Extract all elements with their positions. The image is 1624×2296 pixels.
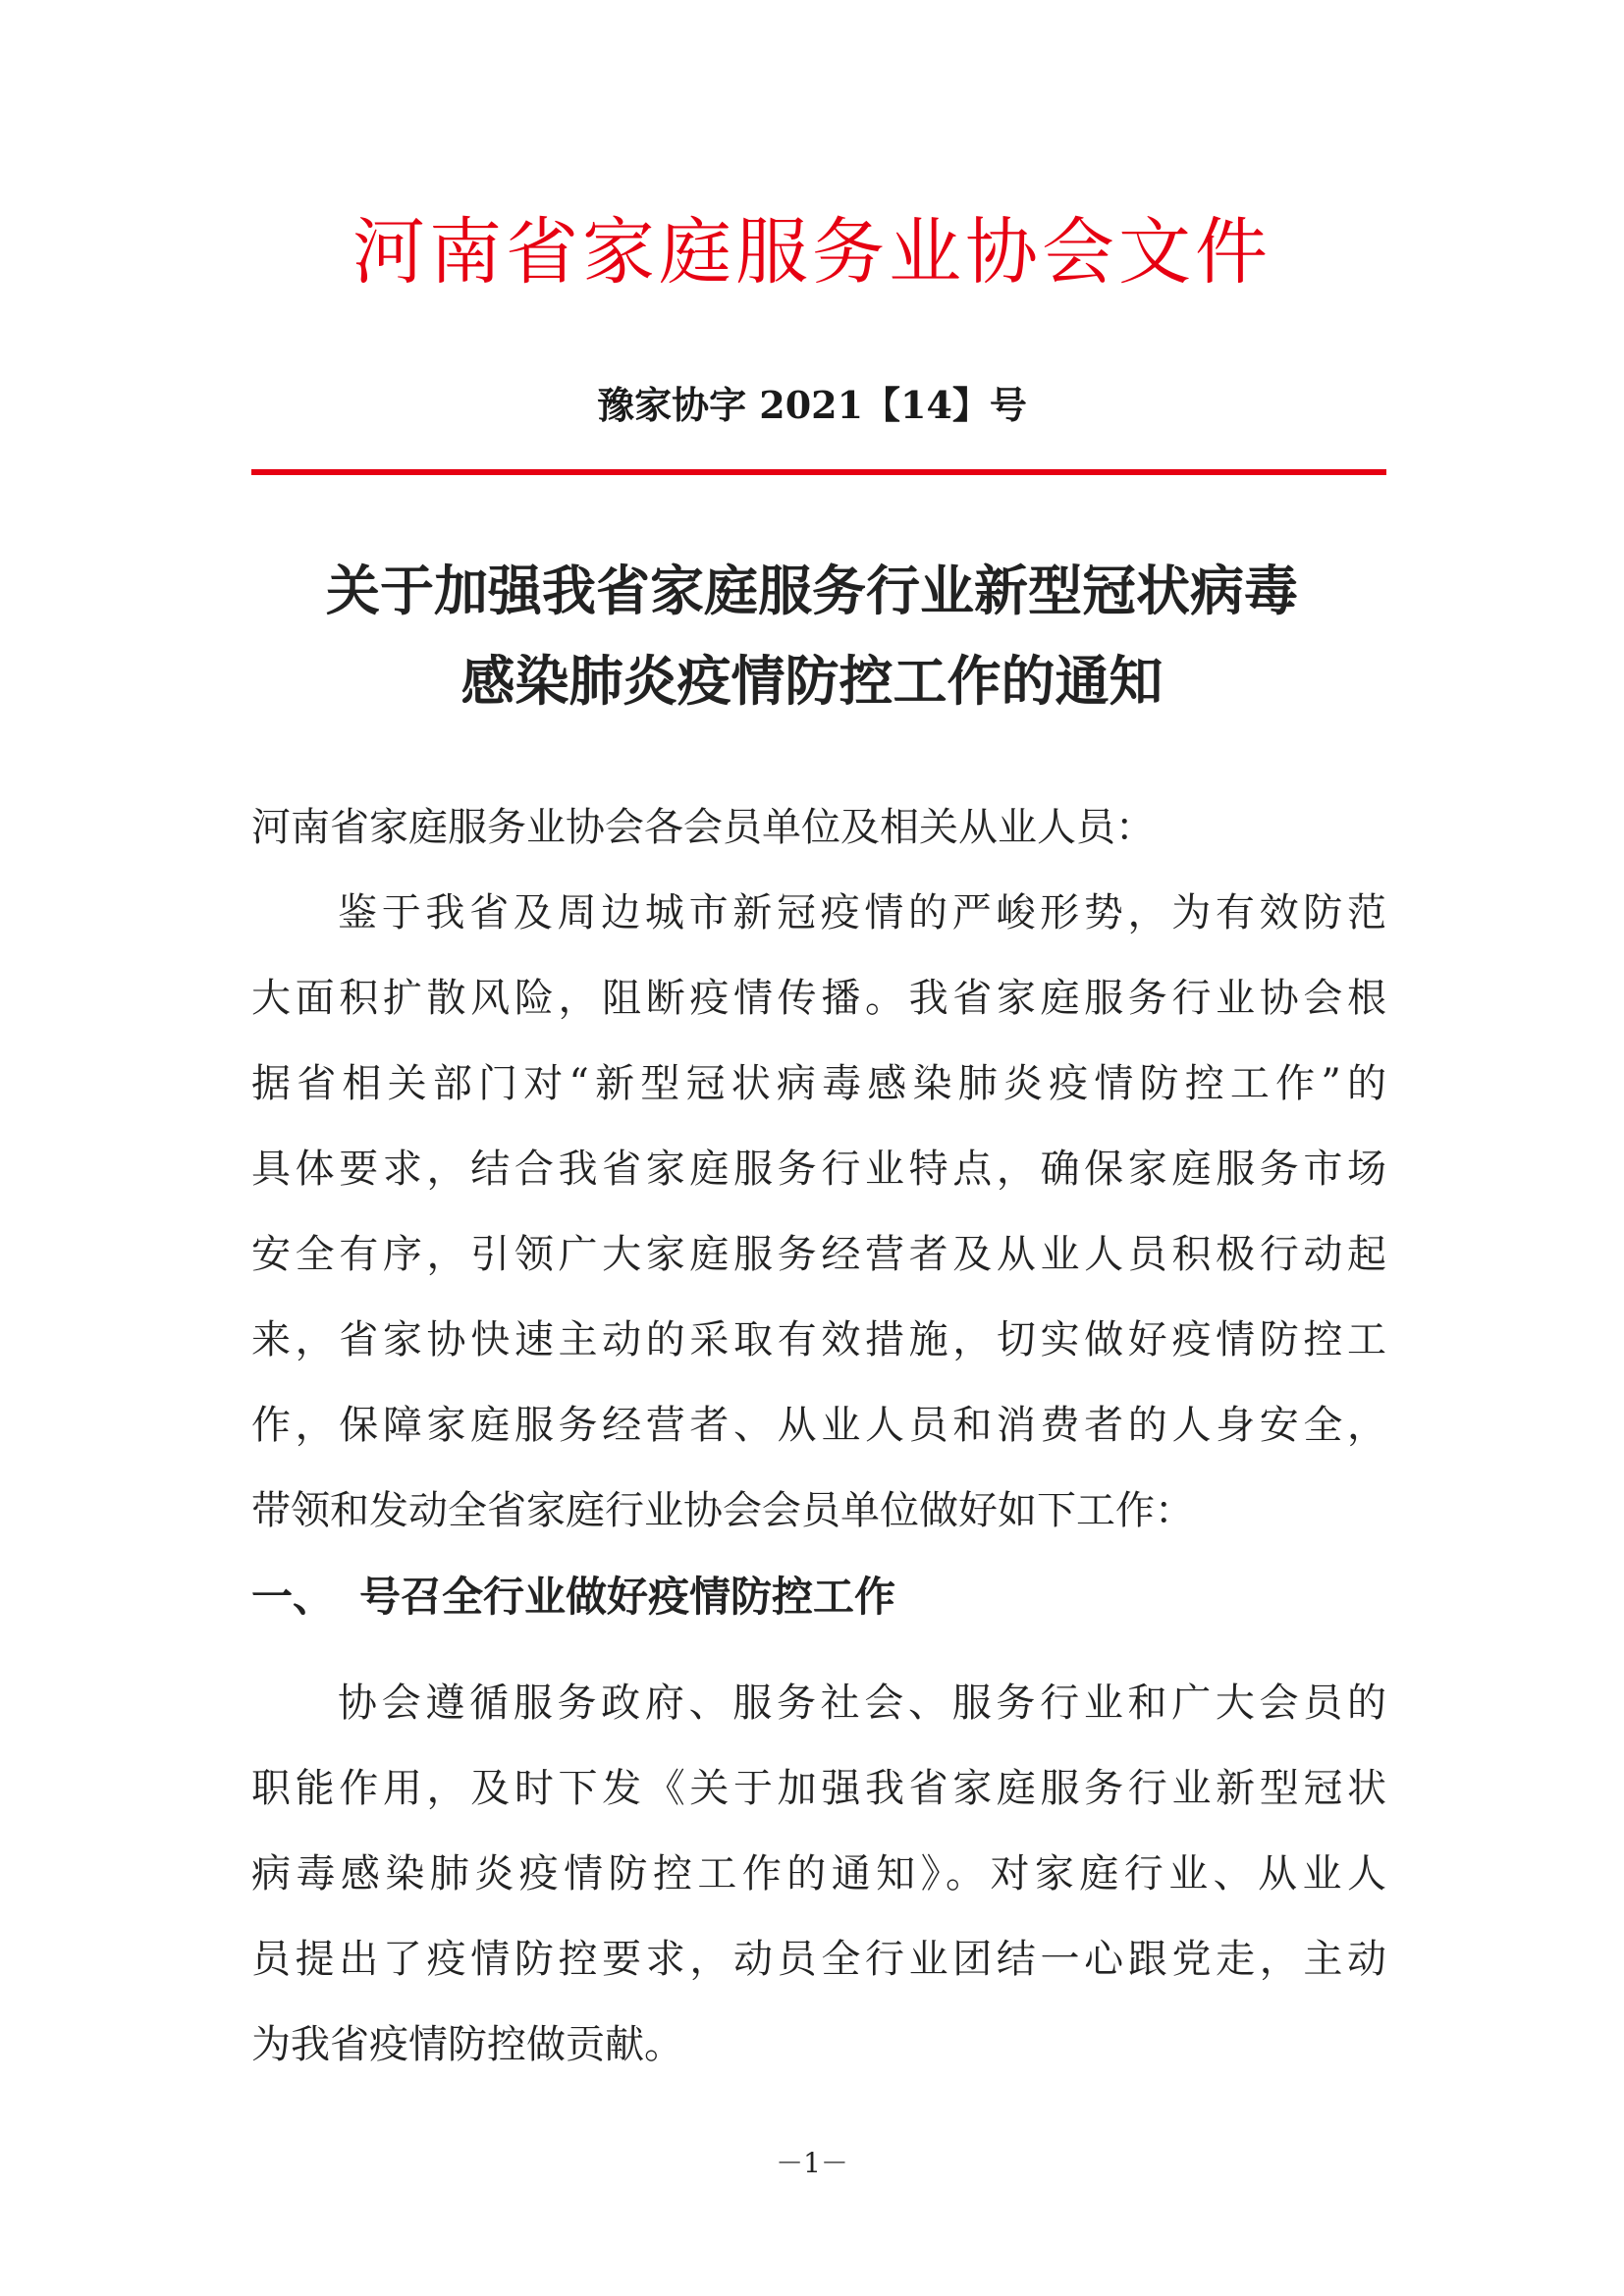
paragraph-line: 鉴于我省及周边城市新冠疫情的严峻形势，为有效防范: [338, 890, 1386, 935]
paragraph-line: 安全有序，引领广大家庭服务经营者及从业人员积极行动起: [251, 1232, 1386, 1277]
section-number: 一、: [251, 1573, 335, 1621]
document-number: 豫家协字 2021【14】号: [597, 383, 1027, 427]
paragraph-line: 带领和发动全省家庭行业协会会员单位做好如下工作：: [251, 1488, 1194, 1533]
paragraph-line: 病毒感染肺炎疫情防控工作的通知》。对家庭行业、从业人: [251, 1851, 1386, 1896]
title-line-1: 关于加强我省家庭服务行业新型冠状病毒: [325, 560, 1298, 622]
salutation: [251, 785, 1386, 871]
document-title: [236, 546, 1388, 726]
paragraph-line: 作，保障家庭服务经营者、从业人员和消费者的人身安全，: [251, 1403, 1386, 1448]
section-1-heading: [251, 1558, 895, 1636]
paragraph-line: 大面积扩散风险，阻断疫情传播。我省家庭服务行业协会根: [251, 976, 1386, 1021]
salutation-text: 河南省家庭服务业协会各会员单位及相关从业人员：: [251, 805, 1155, 850]
paragraph-line: 职能作用，及时下发《关于加强我省家庭服务行业新型冠状: [251, 1766, 1386, 1811]
org-header-title: 河南省家庭服务业协会文件: [352, 210, 1272, 294]
red-divider-line: [251, 469, 1386, 475]
paragraph-line: 协会遵循服务政府、服务社会、服务行业和广大会员的: [338, 1681, 1386, 1726]
paragraph-line: 具体要求，结合我省家庭服务行业特点，确保家庭服务市场: [251, 1147, 1386, 1192]
section-heading-text: 号召全行业做好疫情防控工作: [359, 1573, 896, 1621]
paragraph-2: [251, 1661, 1386, 2088]
page-number: －1－: [776, 2147, 848, 2179]
paragraph-line: 据省相关部门对“新型冠状病毒感染肺炎疫情防控工作”的: [251, 1061, 1386, 1106]
paragraph-line: 员提出了疫情防控要求，动员全行业团结一心跟党走，主动: [251, 1937, 1386, 1982]
paragraph-line: 为我省疫情防控做贡献。: [251, 2022, 683, 2067]
title-line-2: 感染肺炎疫情防控工作的通知: [460, 650, 1164, 713]
paragraph-line: 来，省家协快速主动的采取有效措施，切实做好疫情防控工: [251, 1317, 1386, 1362]
paragraph-1: [251, 871, 1386, 1554]
